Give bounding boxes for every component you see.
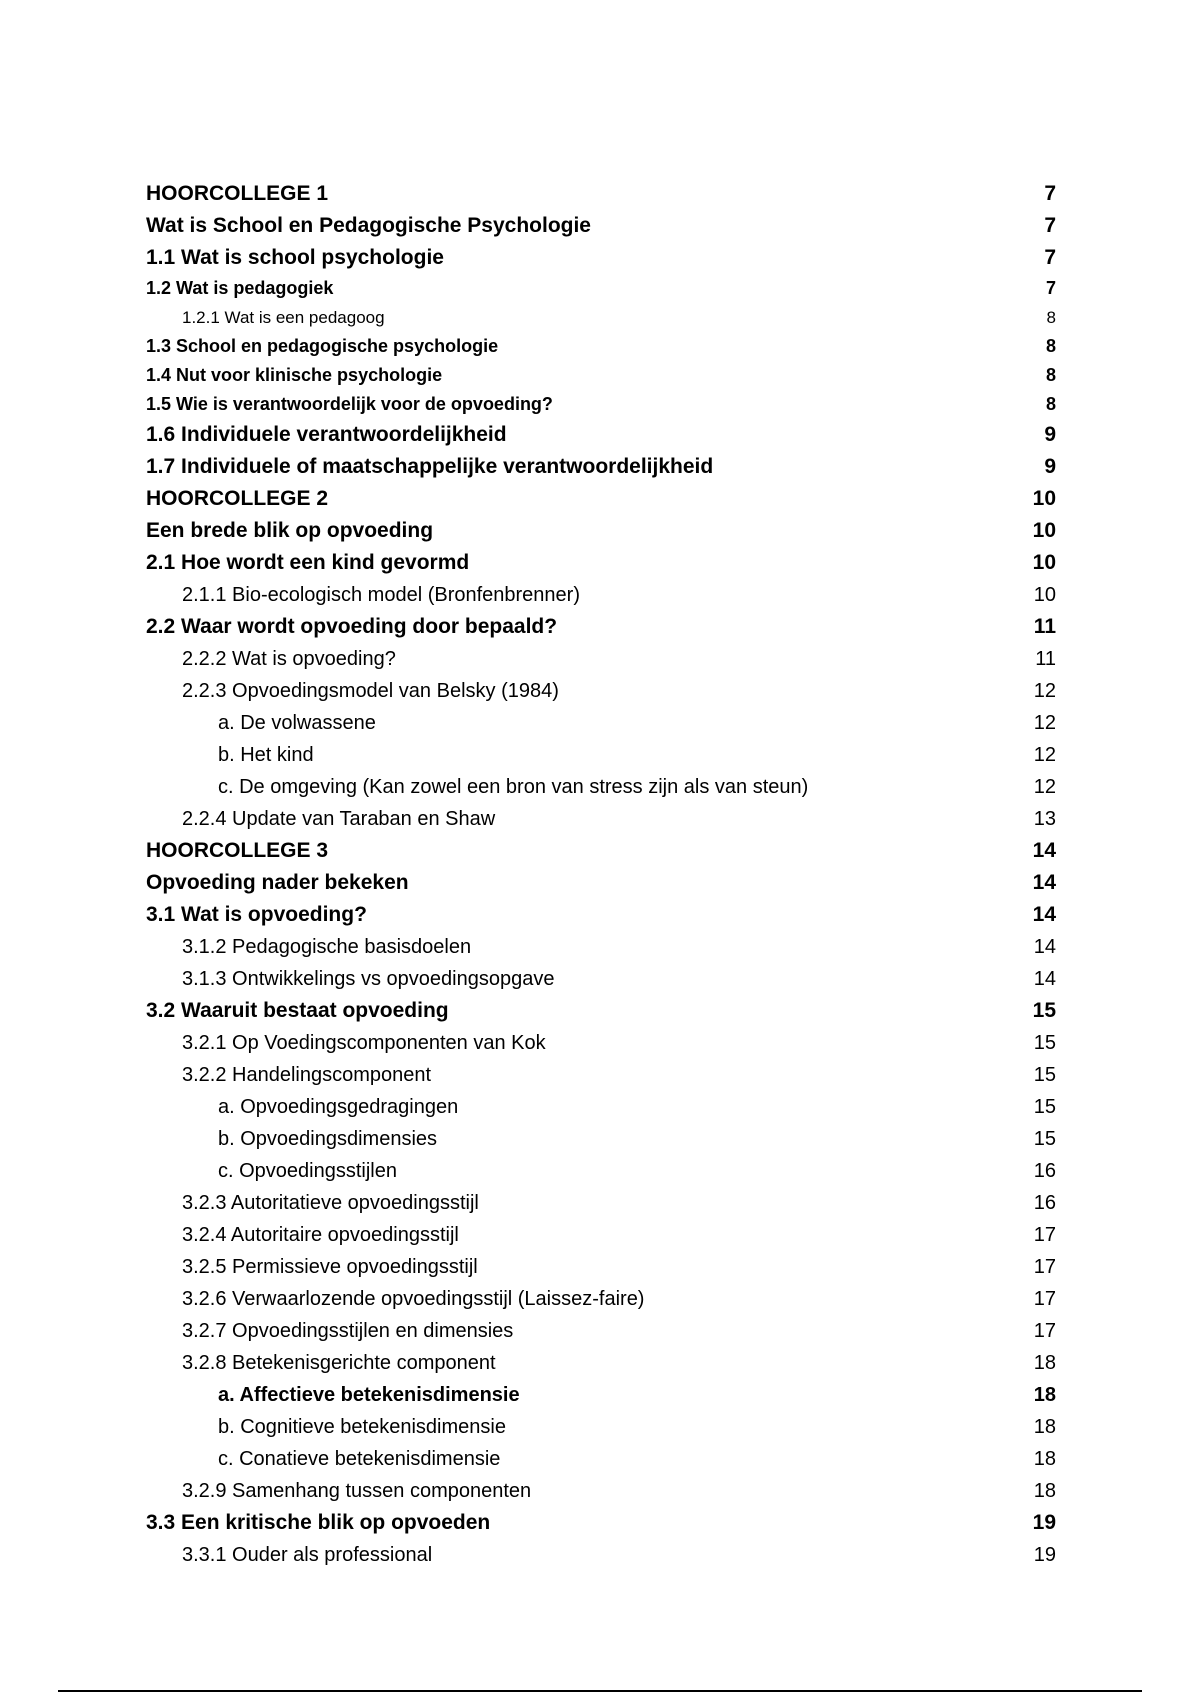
toc-entry[interactable]	[146, 739, 1056, 771]
toc-entry-page: 15	[1033, 1032, 1056, 1054]
toc-entry[interactable]	[146, 390, 1056, 419]
toc-entry-page: 8	[1045, 365, 1056, 385]
toc-entry[interactable]	[146, 1539, 1056, 1571]
toc-entry-title: 1.2.1 Wat is een pedagoog	[182, 308, 385, 327]
toc-entry-title: a. Affectieve betekenisdimensie	[218, 1384, 520, 1406]
toc-entry-title: 3.2.3 Autoritatieve opvoedingsstijl	[182, 1192, 479, 1214]
toc-entry[interactable]	[146, 1475, 1056, 1507]
toc-entry-page: 18	[1033, 1448, 1056, 1470]
toc-entry-page: 17	[1033, 1320, 1056, 1342]
toc-entry-page: 18	[1033, 1480, 1056, 1502]
footer-divider	[58, 1690, 1142, 1692]
toc-entry-title: 1.5 Wie is verantwoordelijk voor de opvoeding?	[146, 394, 553, 414]
toc-entry[interactable]	[146, 1123, 1056, 1155]
toc-entry-page: 19	[1032, 1511, 1056, 1534]
toc-entry-title: 3.2.6 Verwaarlozende opvoedingsstijl (Laissez-faire)	[182, 1288, 645, 1310]
toc-entry-page: 14	[1032, 903, 1056, 926]
toc-entry[interactable]	[146, 643, 1056, 675]
toc-entry-page: 18	[1033, 1352, 1056, 1374]
toc-entry-page: 10	[1032, 519, 1056, 542]
toc-entry-title: 3.2.1 Op Voedingscomponenten van Kok	[182, 1032, 546, 1054]
toc-entry-page: 17	[1033, 1224, 1056, 1246]
toc-entry[interactable]	[146, 515, 1056, 547]
toc-entry[interactable]	[146, 771, 1056, 803]
toc-entry[interactable]	[146, 1411, 1056, 1443]
toc-entry-page: 16	[1033, 1192, 1056, 1214]
toc-entry-title: 3.2.4 Autoritaire opvoedingsstijl	[182, 1224, 459, 1246]
toc-entry[interactable]	[146, 274, 1056, 303]
toc-entry-page: 18	[1033, 1384, 1056, 1406]
toc-entry-page: 12	[1033, 712, 1056, 734]
toc-entry[interactable]	[146, 1155, 1056, 1187]
toc-entry-page: 7	[1045, 278, 1056, 298]
toc-entry[interactable]	[146, 419, 1056, 451]
toc-entry[interactable]	[146, 579, 1056, 611]
toc-entry-title: c. Conatieve betekenisdimensie	[218, 1448, 501, 1470]
toc-entry-title: 3.2 Waaruit bestaat opvoeding	[146, 999, 449, 1022]
toc-entry-title: b. Opvoedingsdimensies	[218, 1128, 438, 1150]
toc-entry-title: c. De omgeving (Kan zowel een bron van stress zijn als van steun)	[218, 776, 809, 798]
toc-entry[interactable]	[146, 547, 1056, 579]
toc-entry-page: 8	[1046, 308, 1056, 327]
toc-entry[interactable]	[146, 1443, 1056, 1475]
toc-entry-title: 2.2.2 Wat is opvoeding?	[182, 648, 396, 670]
toc-entry-page: 15	[1033, 1096, 1056, 1118]
toc-entry-title: c. Opvoedingsstijlen	[218, 1160, 397, 1182]
toc-entry-page: 7	[1044, 214, 1056, 237]
toc-entry-title: HOORCOLLEGE 3	[146, 839, 329, 862]
toc-entry-title: 2.2 Waar wordt opvoeding door bepaald?	[146, 615, 558, 638]
toc-entry-title: 1.3 School en pedagogische psychologie	[146, 336, 499, 356]
toc-entry-title: 3.2.9 Samenhang tussen componenten	[182, 1480, 532, 1502]
toc-entry[interactable]	[146, 1283, 1056, 1315]
toc-entry-page: 16	[1033, 1160, 1056, 1182]
toc-entry-title: 3.1 Wat is opvoeding?	[146, 903, 367, 926]
toc-entry-title: Wat is School en Pedagogische Psychologie	[146, 214, 591, 237]
toc-entry-page: 7	[1044, 246, 1056, 269]
table-of-contents	[146, 178, 1056, 1571]
toc-entry[interactable]	[146, 835, 1056, 867]
toc-entry-page: 12	[1033, 744, 1056, 766]
toc-entry-title: 1.7 Individuele of maatschappelijke verantwoordelijkheid	[146, 455, 714, 478]
toc-entry[interactable]	[146, 1091, 1056, 1123]
toc-entry-page: 17	[1033, 1256, 1056, 1278]
toc-entry-title: 3.1.3 Ontwikkelings vs opvoedingsopgave	[182, 968, 555, 990]
toc-entry-title: 2.1.1 Bio-ecologisch model (Bronfenbrenner)	[182, 584, 580, 606]
toc-entry[interactable]	[146, 361, 1056, 390]
toc-entry-title: 2.2.3 Opvoedingsmodel van Belsky (1984)	[182, 680, 559, 702]
toc-entry[interactable]	[146, 867, 1056, 899]
toc-entry-title: 3.3.1 Ouder als professional	[182, 1544, 433, 1566]
toc-entry[interactable]	[146, 1251, 1056, 1283]
toc-entry-title: b. Cognitieve betekenisdimensie	[218, 1416, 506, 1438]
toc-entry-page: 19	[1033, 1544, 1056, 1566]
toc-entry-page: 10	[1032, 487, 1056, 510]
toc-entry-title: 3.2.8 Betekenisgerichte component	[182, 1352, 496, 1374]
toc-entry[interactable]	[146, 611, 1056, 643]
toc-entry-page: 12	[1033, 680, 1056, 702]
toc-entry[interactable]	[146, 451, 1056, 483]
toc-entry-title: 3.2.5 Permissieve opvoedingsstijl	[182, 1256, 478, 1278]
toc-entry[interactable]	[146, 242, 1056, 274]
toc-entry-title: HOORCOLLEGE 2	[146, 487, 329, 510]
toc-entry-title: 2.2.4 Update van Taraban en Shaw	[182, 808, 496, 830]
toc-entry-page: 15	[1033, 1128, 1056, 1150]
toc-entry[interactable]	[146, 1507, 1056, 1539]
toc-entry-title: a. Opvoedingsgedragingen	[218, 1096, 459, 1118]
toc-entry-title: 1.2 Wat is pedagogiek	[146, 278, 334, 298]
toc-entry[interactable]	[146, 1347, 1056, 1379]
toc-entry-title: 1.6 Individuele verantwoordelijkheid	[146, 423, 507, 446]
toc-entry-page: 14	[1033, 968, 1056, 990]
toc-entry[interactable]	[146, 675, 1056, 707]
toc-entry[interactable]	[146, 995, 1056, 1027]
toc-entry[interactable]	[146, 1187, 1056, 1219]
toc-entry[interactable]	[146, 931, 1056, 963]
toc-entry-title: 3.2.7 Opvoedingsstijlen en dimensies	[182, 1320, 514, 1342]
toc-entry-title: 3.2.2 Handelingscomponent	[182, 1064, 432, 1086]
toc-entry-title: 1.1 Wat is school psychologie	[146, 246, 444, 269]
toc-entry-page: 9	[1044, 455, 1056, 478]
toc-entry-title: HOORCOLLEGE 1	[146, 182, 329, 205]
toc-entry-page: 12	[1033, 776, 1056, 798]
toc-entry[interactable]	[146, 1219, 1056, 1251]
toc-entry[interactable]	[146, 899, 1056, 931]
toc-entry[interactable]	[146, 1059, 1056, 1091]
toc-entry-page: 15	[1033, 1064, 1056, 1086]
toc-entry-page: 14	[1033, 936, 1056, 958]
toc-entry-page: 7	[1044, 182, 1056, 205]
toc-entry-page: 13	[1033, 808, 1056, 830]
toc-entry[interactable]	[146, 1315, 1056, 1347]
toc-entry-page: 17	[1033, 1288, 1056, 1310]
toc-entry-page: 8	[1045, 336, 1056, 356]
toc-entry-page: 15	[1032, 999, 1056, 1022]
toc-entry-page: 8	[1045, 394, 1056, 414]
toc-entry-title: b. Het kind	[218, 744, 314, 766]
toc-entry-title: 2.1 Hoe wordt een kind gevormd	[146, 551, 470, 574]
toc-entry-title: 3.3 Een kritische blik op opvoeden	[146, 1511, 491, 1534]
toc-entry[interactable]	[146, 1027, 1056, 1059]
toc-entry-title: 3.1.2 Pedagogische basisdoelen	[182, 936, 472, 958]
toc-entry-page: 14	[1032, 871, 1056, 894]
toc-entry-page: 10	[1033, 584, 1056, 606]
toc-entry[interactable]	[146, 707, 1056, 739]
toc-entry[interactable]	[146, 178, 1056, 210]
toc-entry[interactable]	[146, 210, 1056, 242]
toc-entry-title: Opvoeding nader bekeken	[146, 871, 409, 894]
toc-entry-title: 1.4 Nut voor klinische psychologie	[146, 365, 443, 385]
toc-entry[interactable]	[146, 963, 1056, 995]
toc-entry-page: 9	[1044, 423, 1056, 446]
toc-entry-page: 14	[1032, 839, 1056, 862]
toc-entry-page: 10	[1032, 551, 1056, 574]
toc-entry-page: 11	[1035, 648, 1056, 670]
toc-entry-title: Een brede blik op opvoeding	[146, 519, 434, 542]
toc-entry-page: 18	[1033, 1416, 1056, 1438]
toc-entry[interactable]	[146, 332, 1056, 361]
toc-entry-title: a. De volwassene	[218, 712, 376, 734]
toc-entry-page: 11	[1033, 615, 1056, 638]
toc-entry[interactable]	[146, 303, 1056, 332]
toc-entry[interactable]	[146, 1379, 1056, 1411]
toc-entry[interactable]	[146, 483, 1056, 515]
toc-entry[interactable]	[146, 803, 1056, 835]
